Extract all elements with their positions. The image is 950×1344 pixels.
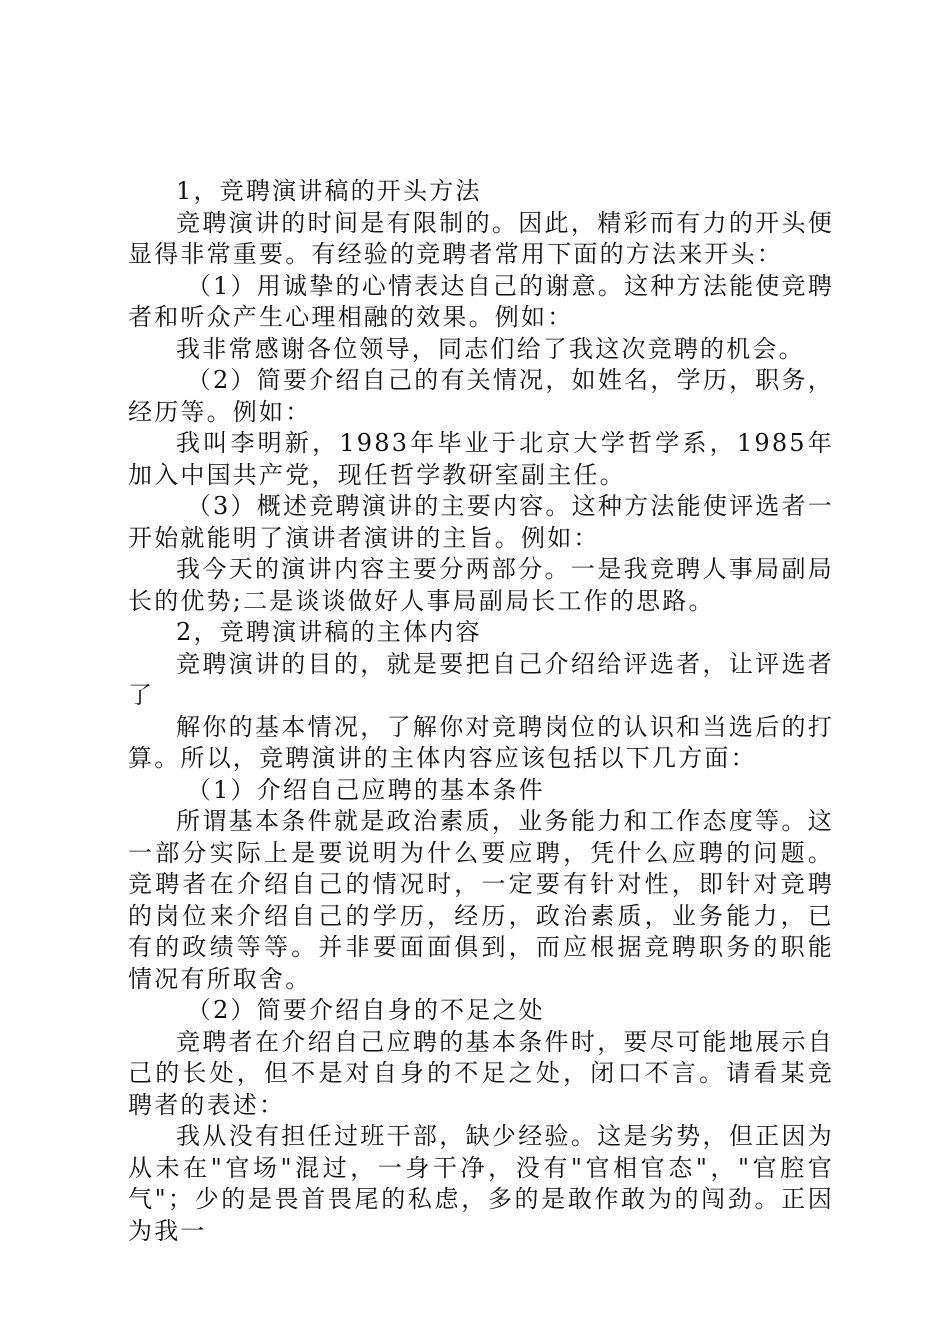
example-paragraph: 我非常感谢各位领导，同志们给了我这次竞聘的机会。 bbox=[176, 334, 805, 363]
paragraph: 竞聘演讲的目的，就是要把自己介绍给评选者，让评选者了 bbox=[128, 649, 834, 709]
paragraph: 竞聘演讲的时间是有限制的。因此，精彩而有力的开头便显得非常重要。有经验的竞聘者常用下面的方法来开头： bbox=[128, 208, 834, 268]
subheading-paragraph: （2）简要介绍自己的有关情况，如姓名，学历，职务，经历等。例如： bbox=[128, 366, 834, 426]
subheading-paragraph: （1）用诚挚的心情表达自己的谢意。这种方法能使竞聘者和听众产生心理相融的效果。例如： bbox=[128, 271, 834, 331]
document-page bbox=[128, 176, 834, 1247]
subheading: （1）介绍自己应聘的基本条件 bbox=[186, 775, 545, 804]
example-paragraph: 我叫李明新，1983年毕业于北京大学哲学系，1985年加入中国共产党，现任哲学教研室副主任。 bbox=[128, 429, 834, 489]
subheading-paragraph: （3）概述竞聘演讲的主要内容。这种方法能使评选者一开始就能明了演讲者演讲的主旨。例如： bbox=[128, 492, 834, 552]
paragraph: 所谓基本条件就是政治素质，业务能力和工作态度等。这一部分实际上是要说明为什么要应聘，凭什么应聘的问题。竞聘者在介绍自己的情况时，一定要有针对性，即针对竞聘的岗位来介绍自己的学历，经历，政治素质，业务能力，已有的政绩等等。并非要面面俱到，而应根据竞聘职务的职能情况有所取舍。 bbox=[128, 807, 834, 993]
example-paragraph: 我今天的演讲内容主要分两部分。一是我竞聘人事局副局长的优势;二是谈谈做好人事局副局长工作的思路。 bbox=[128, 555, 834, 615]
paragraph: 竞聘者在介绍自己应聘的基本条件时，要尽可能地展示自己的长处，但不是对自身的不足之处，闭口不言。请看某竞聘者的表述： bbox=[128, 1027, 834, 1119]
subheading: （2）简要介绍自身的不足之处 bbox=[186, 996, 545, 1024]
section-heading-2: 2，竞聘演讲稿的主体内容 bbox=[176, 618, 482, 646]
quote-paragraph: 我从没有担任过班干部，缺少经验。这是劣势，但正因为从未在"官场"混过，一身干净，没有"官相官态"，"官腔官气"；少的是畏首畏尾的私虑，多的是敢作敢为的闯劲。正因为我一 bbox=[128, 1122, 834, 1245]
section-heading-1: 1，竞聘演讲稿的开头方法 bbox=[176, 177, 482, 205]
paragraph: 解你的基本情况，了解你对竞聘岗位的认识和当选后的打算。所以，竞聘演讲的主体内容应该包括以下几方面： bbox=[128, 712, 834, 772]
